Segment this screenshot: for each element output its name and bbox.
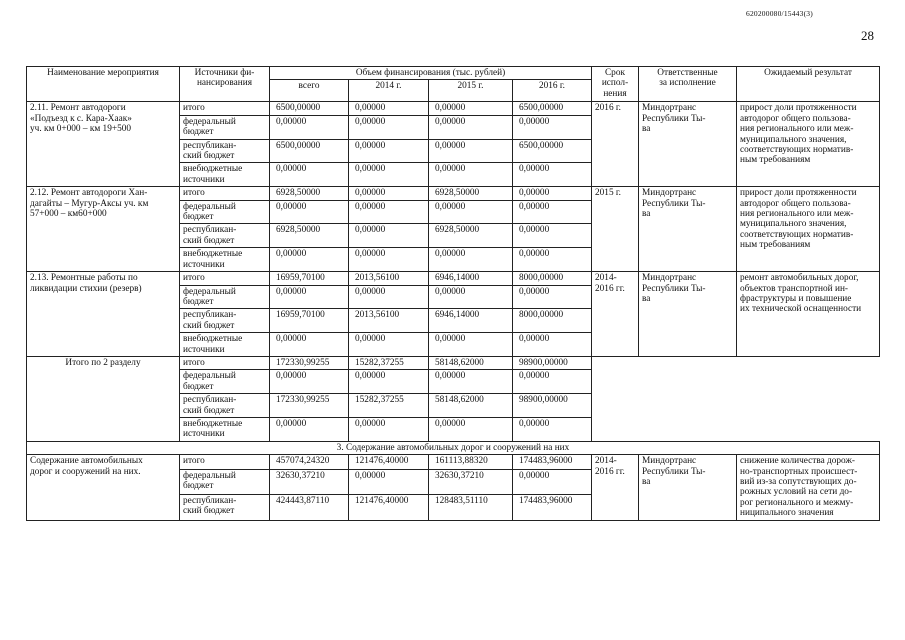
source-cell: федеральный бюджет: [180, 115, 270, 139]
header-name: Наименование мероприятия: [27, 67, 180, 102]
page-number: 28: [861, 28, 874, 43]
section3-responsible: Миндортранс Республики Ты- ва: [639, 455, 737, 520]
value-cell: 0,00000: [429, 248, 513, 272]
source-cell: итого: [180, 272, 270, 285]
value-cell: 8000,00000: [513, 272, 592, 285]
table-row: [27, 187, 880, 200]
group-1-result: прирост доли протяженности автодорог общего пользова- ния регионального или меж- муниципального значения, соответствующих норматив- ным требованиям: [737, 102, 880, 187]
value-cell: 0,00000: [429, 200, 513, 224]
group-3-term: 2014- 2016 гг.: [592, 272, 639, 357]
financing-table: [26, 66, 880, 521]
section-title: 3. Содержание автомобильных дорог и сооружений на них: [27, 441, 880, 454]
group-3-result: ремонт автомобильных дорог, объектов транспортной ин- фраструктуры и повышение их технической оснащенности: [737, 272, 880, 357]
value-cell: 0,00000: [429, 102, 513, 115]
value-cell: 0,00000: [349, 285, 429, 309]
value-cell: 0,00000: [270, 115, 349, 139]
value-cell: 15282,37255: [349, 356, 429, 369]
source-cell: внебюджетные источники: [180, 333, 270, 357]
value-cell: 6928,50000: [270, 224, 349, 248]
value-cell: 0,00000: [349, 370, 429, 394]
value-cell: 0,00000: [513, 163, 592, 187]
document-id: 620200080/15443(3): [746, 9, 813, 18]
value-cell: 172330,99255: [270, 356, 349, 369]
value-cell: 0,00000: [349, 224, 429, 248]
source-cell: внебюджетные источники: [180, 163, 270, 187]
value-cell: 16959,70100: [270, 309, 349, 333]
source-cell: федеральный бюджет: [180, 200, 270, 224]
value-cell: 0,00000: [349, 333, 429, 357]
value-cell: 0,00000: [270, 200, 349, 224]
value-cell: 0,00000: [513, 469, 592, 495]
table-row: [27, 272, 880, 285]
value-cell: 424443,87110: [270, 495, 349, 521]
group-2-result: прирост доли протяженности автодорог общего пользова- ния регионального или меж- муниципального значения, соответствующих норматив- ным требованиям: [737, 187, 880, 272]
value-cell: 161113,88320: [429, 455, 513, 469]
value-cell: 6500,00000: [513, 102, 592, 115]
value-cell: 0,00000: [513, 224, 592, 248]
value-cell: 0,00000: [349, 115, 429, 139]
value-cell: 174483,96000: [513, 455, 592, 469]
value-cell: 0,00000: [270, 248, 349, 272]
value-cell: 174483,96000: [513, 495, 592, 521]
group-3-responsible: Миндортранс Республики Ты- ва: [639, 272, 737, 357]
value-cell: 0,00000: [429, 333, 513, 357]
section3-name: Содержание автомобильных дорог и сооружений на них.: [27, 455, 180, 520]
value-cell: 0,00000: [429, 417, 513, 441]
header-responsible: Ответственные за исполнение: [639, 67, 737, 102]
value-cell: 98900,00000: [513, 356, 592, 369]
header-volume: Объем финансирования (тыс. рублей): [270, 67, 592, 80]
group-2-name: 2.12. Ремонт автодороги Хан- дагайты – Мугур-Аксы уч. км 57+000 – км60+000: [27, 187, 180, 272]
empty-cell: [592, 356, 880, 441]
source-cell: итого: [180, 356, 270, 369]
value-cell: 0,00000: [349, 163, 429, 187]
value-cell: 6500,00000: [270, 102, 349, 115]
source-cell: федеральный бюджет: [180, 285, 270, 309]
table-row: [27, 356, 880, 369]
value-cell: 0,00000: [429, 139, 513, 163]
header-result: Ожидаемый результат: [737, 67, 880, 102]
source-cell: республикан- ский бюджет: [180, 394, 270, 418]
header-2014: 2014 г.: [349, 80, 429, 102]
source-cell: итого: [180, 455, 270, 469]
group-1-responsible: Миндортранс Республики Ты- ва: [639, 102, 737, 187]
value-cell: 2013,56100: [349, 309, 429, 333]
value-cell: 6946,14000: [429, 309, 513, 333]
source-cell: республикан- ский бюджет: [180, 495, 270, 521]
header-source: Источники фи- нансирования: [180, 67, 270, 102]
value-cell: 0,00000: [513, 370, 592, 394]
header-2015: 2015 г.: [429, 80, 513, 102]
value-cell: 0,00000: [270, 285, 349, 309]
section-title-row: [27, 441, 880, 454]
source-cell: федеральный бюджет: [180, 370, 270, 394]
value-cell: 0,00000: [513, 187, 592, 200]
header-term: Срок испол- нения: [592, 67, 639, 102]
value-cell: 0,00000: [270, 333, 349, 357]
group-2-term: 2015 г.: [592, 187, 639, 272]
value-cell: 6928,50000: [429, 224, 513, 248]
value-cell: 0,00000: [349, 200, 429, 224]
value-cell: 32630,37210: [270, 469, 349, 495]
source-cell: республикан- ский бюджет: [180, 224, 270, 248]
value-cell: 6500,00000: [270, 139, 349, 163]
value-cell: 6500,00000: [513, 139, 592, 163]
value-cell: 0,00000: [349, 102, 429, 115]
value-cell: 32630,37210: [429, 469, 513, 495]
group-3-name: 2.13. Ремонтные работы по ликвидации стихии (резерв): [27, 272, 180, 357]
value-cell: 0,00000: [270, 163, 349, 187]
value-cell: 0,00000: [270, 370, 349, 394]
subtotal-name: Итого по 2 разделу: [27, 356, 180, 441]
source-cell: внебюджетные источники: [180, 417, 270, 441]
value-cell: 457074,24320: [270, 455, 349, 469]
group-1-term: 2016 г.: [592, 102, 639, 187]
value-cell: 0,00000: [349, 187, 429, 200]
source-cell: внебюджетные источники: [180, 248, 270, 272]
value-cell: 0,00000: [349, 469, 429, 495]
header-2016: 2016 г.: [513, 80, 592, 102]
group-1-name: 2.11. Ремонт автодороги «Подъезд к с. Кара-Хаак» уч. км 0+000 – км 19+500: [27, 102, 180, 187]
value-cell: 6946,14000: [429, 272, 513, 285]
value-cell: 0,00000: [429, 163, 513, 187]
value-cell: 0,00000: [429, 115, 513, 139]
section3-term: 2014- 2016 гг.: [592, 455, 639, 520]
value-cell: 0,00000: [349, 139, 429, 163]
source-cell: итого: [180, 187, 270, 200]
source-cell: республикан- ский бюджет: [180, 139, 270, 163]
value-cell: 121476,40000: [349, 495, 429, 521]
value-cell: 121476,40000: [349, 455, 429, 469]
value-cell: 172330,99255: [270, 394, 349, 418]
source-cell: федеральный бюджет: [180, 469, 270, 495]
value-cell: 0,00000: [513, 115, 592, 139]
value-cell: 16959,70100: [270, 272, 349, 285]
header-total: всего: [270, 80, 349, 102]
value-cell: 0,00000: [513, 417, 592, 441]
source-cell: республикан- ский бюджет: [180, 309, 270, 333]
group-2-responsible: Миндортранс Республики Ты- ва: [639, 187, 737, 272]
value-cell: 0,00000: [513, 285, 592, 309]
section3-result: снижение количества дорож- но-транспортных происшест- вий из-за сопутствующих до- рожных условий на сети до- рог регионального и межму- ниципального значения: [737, 455, 880, 520]
value-cell: 98900,00000: [513, 394, 592, 418]
value-cell: 8000,00000: [513, 309, 592, 333]
value-cell: 0,00000: [270, 417, 349, 441]
value-cell: 0,00000: [429, 285, 513, 309]
value-cell: 0,00000: [429, 370, 513, 394]
value-cell: 128483,51110: [429, 495, 513, 521]
value-cell: 6928,50000: [270, 187, 349, 200]
value-cell: 58148,62000: [429, 356, 513, 369]
value-cell: 0,00000: [349, 417, 429, 441]
value-cell: 58148,62000: [429, 394, 513, 418]
value-cell: 0,00000: [513, 200, 592, 224]
source-cell: итого: [180, 102, 270, 115]
value-cell: 15282,37255: [349, 394, 429, 418]
value-cell: 0,00000: [349, 248, 429, 272]
table-row: [27, 102, 880, 115]
value-cell: 0,00000: [513, 333, 592, 357]
value-cell: 6928,50000: [429, 187, 513, 200]
value-cell: 2013,56100: [349, 272, 429, 285]
table-row: [27, 455, 880, 469]
value-cell: 0,00000: [513, 248, 592, 272]
